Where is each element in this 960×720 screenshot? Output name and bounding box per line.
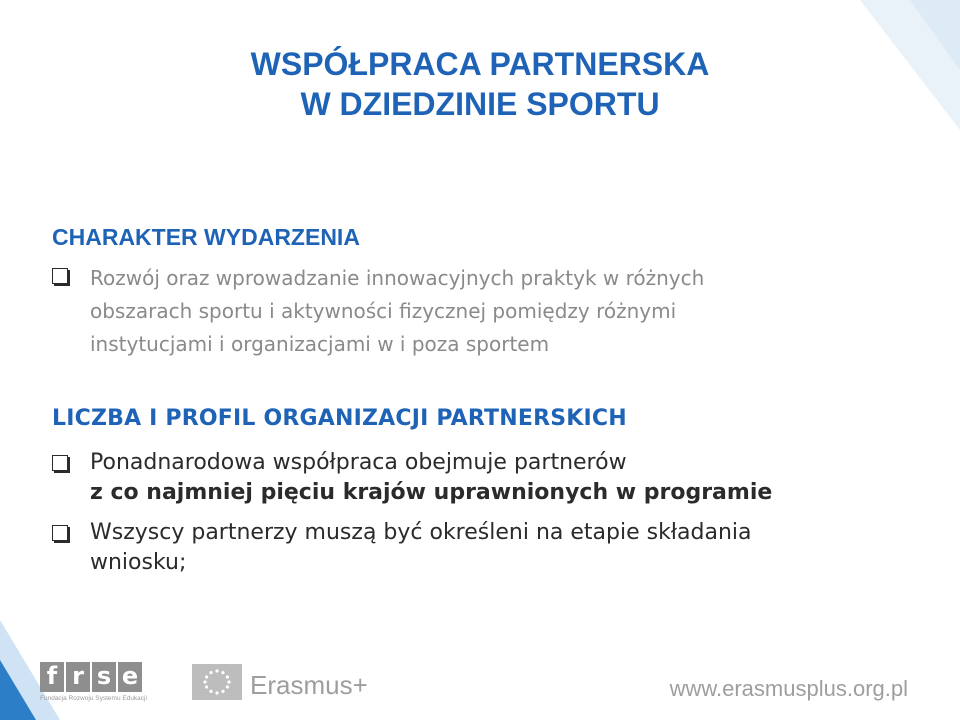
website-link[interactable]: www.erasmusplus.org.pl <box>669 676 908 701</box>
bullet-line: Ponadnarodowa współpraca obejmuje partnerów <box>90 450 627 475</box>
bullet-line-bold: z co najmniej pięciu krajów uprawnionych w programie <box>90 480 773 505</box>
bullet-text <box>90 448 772 508</box>
frse-letter-tile: e <box>118 662 142 692</box>
bullet-line: Wszyscy partnerzy muszą być określeni na etapie składania <box>90 520 752 545</box>
checkbox-bullet-icon <box>52 525 68 541</box>
frse-letter-tiles <box>40 662 144 692</box>
bullet-text <box>90 262 704 361</box>
title-line-2: W DZIEDZINIE SPORTU <box>300 86 660 122</box>
checkbox-bullet-icon <box>52 455 68 471</box>
frse-letter-tile: r <box>66 662 90 692</box>
page-title <box>0 44 960 124</box>
title-line-1: WSPÓŁPRACA PARTNERSKA <box>250 46 710 82</box>
frse-logo <box>40 662 147 706</box>
eu-flag-icon <box>192 664 242 700</box>
bullet-line: wniosku; <box>90 550 187 575</box>
frse-subtitle: Fundacja Rozwoju Systemu Edukacji <box>40 695 147 702</box>
bullet-line: instytucjami i organizacjami w i poza sportem <box>90 332 550 356</box>
bullet-line: obszarach sportu i aktywności fizycznej pomiędzy różnymi <box>90 299 677 323</box>
section-heading-event-character: CHARAKTER WYDARZENIA <box>52 224 360 250</box>
bullet-text <box>90 518 752 578</box>
erasmus-plus-logo-text: Erasmus+ <box>250 670 368 700</box>
checkbox-bullet-icon <box>52 268 68 284</box>
section-heading-partner-profile: LICZBA I PROFIL ORGANIZACJI PARTNERSKICH <box>52 406 627 431</box>
frse-letter-tile: f <box>40 662 64 692</box>
frse-letter-tile: s <box>92 662 116 692</box>
bullet-line: Rozwój oraz wprowadzanie innowacyjnych praktyk w różnych <box>90 266 705 290</box>
